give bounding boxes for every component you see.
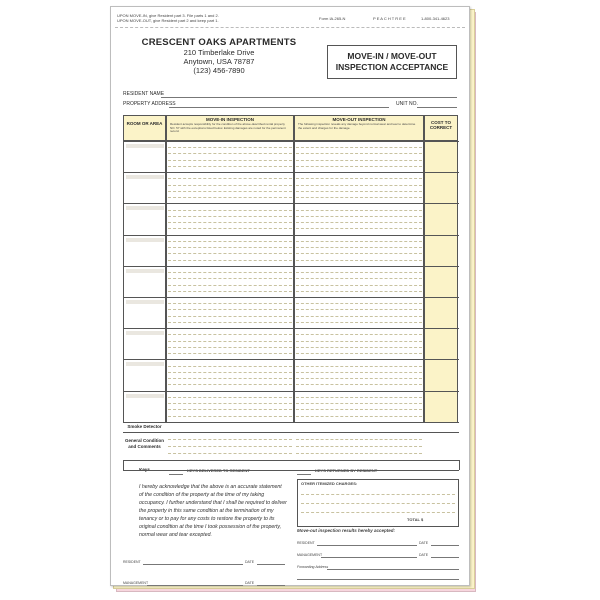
instruction-line-1: UPON MOVE-IN, give Resident part 3. File parts 1 and 2. [117, 13, 219, 18]
table-row-divider [123, 432, 459, 433]
movein-writing-line [168, 341, 292, 342]
sig-date-label-right-1: DATE [419, 541, 429, 545]
movein-writing-line [168, 222, 292, 223]
movein-writing-line [168, 403, 292, 404]
moveout-writing-line [296, 347, 422, 348]
table-row-divider [123, 203, 459, 204]
room-label-field [126, 362, 164, 366]
property-address-label: PROPERTY ADDRESS [123, 101, 176, 107]
moveout-writing-line [296, 309, 422, 310]
brand-name: P E A C H T R E E [373, 16, 406, 21]
sig-resident-label-right: RESIDENT [297, 541, 315, 545]
table-row-divider [123, 235, 459, 236]
moveout-writing-line [296, 197, 422, 198]
company-phone: (123) 456-7890 [193, 66, 245, 75]
brand-phone: 1-800-341-4623 [421, 16, 450, 21]
sig-management-field-right[interactable] [321, 557, 417, 558]
moveout-writing-line [296, 253, 422, 254]
sig-management-label-right: MANAGEMENT [297, 553, 323, 557]
sig-management-label-left: MANAGEMENT [123, 581, 149, 585]
table-row-divider [123, 359, 459, 360]
general-writing-line [168, 453, 292, 454]
movein-writing-line [168, 397, 292, 398]
moveout-writing-line [296, 285, 422, 286]
table-row-divider [123, 391, 459, 392]
general-writing-line [168, 439, 292, 440]
charges-line-3 [301, 512, 455, 513]
movein-writing-line [168, 322, 292, 323]
smoke-detector-label: Smoke Detector [127, 424, 162, 429]
acknowledgement-text: I hereby acknowledge that the above is an accurate statement of the condition of the property at the time of my taking occupancy. I further understand that I shall be required to deliver the property in this same condition at the termination of my tenancy or to pay for any costs to restore the property to its original condition at the time I took possession of the property, normal wear and tear excepted. [139, 484, 287, 538]
table-row-divider [123, 328, 459, 329]
movein-writing-line [168, 416, 292, 417]
moveout-writing-line [296, 153, 422, 154]
header-moveout-desc: The following inspection reveals any damage beyond normal wear and tear to determine the extent and charges for the damage. [298, 122, 416, 130]
keys-returned-count[interactable] [297, 474, 311, 475]
room-label-field [126, 300, 164, 304]
unit-no-field[interactable] [417, 107, 457, 108]
movein-writing-line [168, 309, 292, 310]
room-column [123, 141, 166, 423]
room-label-field [126, 331, 164, 335]
moveout-writing-line [296, 210, 422, 211]
moveout-writing-line [296, 191, 422, 192]
table-row-divider [123, 141, 459, 142]
moveout-writing-line [296, 185, 422, 186]
movein-writing-line [168, 210, 292, 211]
moveout-writing-line [296, 166, 422, 167]
header-cost [424, 115, 458, 141]
movein-writing-line [168, 272, 292, 273]
moveout-writing-line [296, 272, 422, 273]
general-writing-line [168, 446, 292, 447]
room-label-field [126, 175, 164, 179]
sig-date-field-left-1[interactable] [257, 564, 285, 565]
moveout-accepted-label: Move-out inspection results hereby accepted: [297, 528, 396, 533]
movein-writing-line [168, 278, 292, 279]
movein-column[interactable] [166, 141, 294, 423]
room-label-field [126, 206, 164, 210]
sig-date-field-right-2[interactable] [431, 557, 459, 558]
company-address-1: 210 Timberlake Drive [183, 48, 255, 57]
form-title-line-1: MOVE-IN / MOVE-OUT [347, 51, 437, 61]
moveout-writing-line [296, 384, 422, 385]
general-writing-line [296, 439, 422, 440]
sig-resident-field-left[interactable] [143, 564, 243, 565]
company-name: CRESCENT OAKS APARTMENTS [141, 37, 297, 48]
header-moveout [294, 115, 424, 141]
movein-writing-line [168, 253, 292, 254]
movein-writing-line [168, 291, 292, 292]
movein-writing-line [168, 366, 292, 367]
movein-writing-line [168, 178, 292, 179]
moveout-writing-line [296, 334, 422, 335]
movein-writing-line [168, 384, 292, 385]
keys-delivered-count[interactable] [169, 474, 183, 475]
moveout-writing-line [296, 228, 422, 229]
table-row-divider [123, 172, 459, 173]
moveout-writing-line [296, 147, 422, 148]
movein-writing-line [168, 153, 292, 154]
sig-date-field-left-2[interactable] [257, 585, 285, 586]
sig-date-label-right-2: DATE [419, 553, 429, 557]
movein-writing-line [168, 378, 292, 379]
company-block [119, 37, 319, 75]
room-label-field [126, 144, 164, 148]
moveout-writing-line [296, 316, 422, 317]
moveout-writing-line [296, 160, 422, 161]
forwarding-address-label: Forwarding Address [297, 565, 329, 569]
sig-resident-label-left: RESIDENT [123, 560, 141, 564]
moveout-writing-line [296, 397, 422, 398]
moveout-writing-line [296, 341, 422, 342]
forwarding-address-field[interactable] [327, 569, 459, 570]
movein-writing-line [168, 197, 292, 198]
table-row-divider [123, 460, 459, 461]
movein-writing-line [168, 185, 292, 186]
moveout-writing-line [296, 378, 422, 379]
moveout-writing-line [296, 403, 422, 404]
form-page [110, 6, 470, 586]
table-row-divider [123, 266, 459, 267]
room-label-field [126, 269, 164, 273]
keys-row-border [459, 460, 460, 470]
movein-writing-line [168, 409, 292, 410]
table-row-divider [123, 470, 459, 471]
header-moveout-label: MOVE-OUT INSPECTION [332, 117, 386, 122]
keys-delivered-label: KEYS DELIVERED TO RESIDENT [187, 468, 250, 473]
movein-writing-line [168, 228, 292, 229]
other-charges-label: OTHER ITEMIZED CHARGES: [301, 481, 358, 486]
sig-date-label-left-1: DATE [245, 560, 255, 564]
moveout-writing-line [296, 241, 422, 242]
header-room-label: ROOM OR AREA [126, 121, 163, 126]
form-title-line-2: INSPECTION ACCEPTANCE [335, 62, 449, 72]
keys-row-border [123, 460, 124, 470]
movein-writing-line [168, 241, 292, 242]
room-label-field [126, 394, 164, 398]
resident-name-field[interactable] [161, 97, 457, 98]
moveout-writing-line [296, 303, 422, 304]
movein-writing-line [168, 147, 292, 148]
forwarding-address-field-2[interactable] [297, 579, 459, 580]
movein-writing-line [168, 166, 292, 167]
company-address-2: Anytown, USA 78787 [183, 57, 255, 66]
sig-date-field-right-1[interactable] [431, 545, 459, 546]
general-writing-line [296, 446, 422, 447]
resident-name-label: RESIDENT NAME [123, 91, 165, 97]
moveout-writing-line [296, 372, 422, 373]
total-label: TOTAL $ [407, 517, 424, 522]
moveout-writing-line [296, 247, 422, 248]
moveout-writing-line [296, 291, 422, 292]
header-movein [166, 115, 294, 141]
header-cost-label: COST TO CORRECT [429, 120, 453, 130]
moveout-writing-line [296, 178, 422, 179]
perforation-line [115, 27, 465, 28]
sig-date-label-left-2: DATE [245, 581, 255, 585]
movein-writing-line [168, 347, 292, 348]
movein-writing-line [168, 316, 292, 317]
room-label-field [126, 238, 164, 242]
moveout-writing-line [296, 278, 422, 279]
table-row-divider [123, 422, 459, 423]
moveout-writing-line [296, 409, 422, 410]
movein-writing-line [168, 247, 292, 248]
movein-writing-line [168, 353, 292, 354]
movein-writing-line [168, 260, 292, 261]
movein-writing-line [168, 216, 292, 217]
sig-resident-field-right[interactable] [317, 545, 417, 546]
movein-writing-line [168, 160, 292, 161]
form-title-box [327, 45, 457, 79]
header-room [123, 115, 166, 141]
moveout-writing-line [296, 322, 422, 323]
movein-writing-line [168, 334, 292, 335]
moveout-writing-line [296, 216, 422, 217]
general-writing-line [296, 453, 422, 454]
form-number: Form IA-265-N [319, 16, 346, 21]
sig-management-field-left[interactable] [147, 585, 243, 586]
moveout-writing-line [296, 222, 422, 223]
table-row-divider [123, 297, 459, 298]
instruction-line-2: UPON MOVE-OUT, give Resident part 2 and keep part 1. [117, 18, 219, 23]
property-address-field[interactable] [169, 107, 389, 108]
movein-writing-line [168, 191, 292, 192]
keys-label: Keys [139, 467, 150, 472]
movein-writing-line [168, 285, 292, 286]
cost-column[interactable] [424, 141, 458, 423]
general-condition-label: General Condition and Comments [125, 438, 165, 449]
moveout-writing-line [296, 353, 422, 354]
movein-writing-line [168, 372, 292, 373]
keys-returned-label: KEYS RETURNED BY RESIDENT [315, 468, 378, 473]
moveout-writing-line [296, 366, 422, 367]
moveout-writing-line [296, 260, 422, 261]
movein-writing-line [168, 303, 292, 304]
unit-no-label: UNIT NO. [396, 101, 418, 107]
moveout-writing-line [296, 416, 422, 417]
moveout-column[interactable] [294, 141, 424, 423]
header-movein-label: MOVE-IN INSPECTION [205, 117, 254, 122]
charges-line-2 [301, 503, 455, 504]
charges-line-1 [301, 494, 455, 495]
header-movein-desc: Resident accepts responsibility for the condition of the above-described rental property NO. 57 with the exceptions listed below. Existing damages are noted for the permanent record. [170, 122, 286, 134]
